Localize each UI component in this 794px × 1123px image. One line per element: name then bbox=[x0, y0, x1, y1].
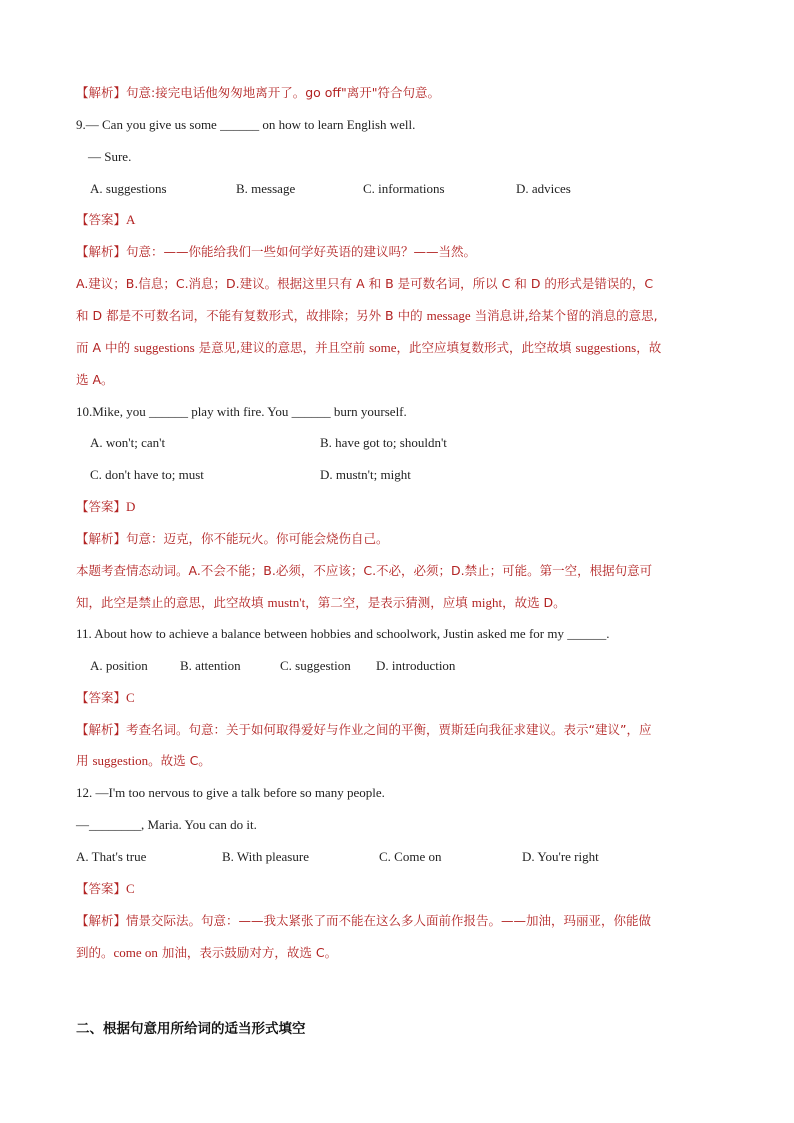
text-line-q12-answer bbox=[76, 880, 135, 898]
option-q9-b bbox=[236, 180, 295, 198]
text-span: 句意：——你能给我们一些如何学好英语的建议吗？——当然。 bbox=[126, 244, 477, 259]
text-span: ，第二空，是表示猜测，应填 bbox=[305, 595, 472, 610]
text-line-q12-stem bbox=[76, 784, 385, 802]
option-q12-c bbox=[379, 848, 441, 866]
text-line-q12-an1 bbox=[76, 912, 651, 930]
text-span: B. With pleasure bbox=[222, 849, 309, 864]
option-q10-a bbox=[90, 434, 165, 452]
text-line-q8-analysis bbox=[76, 84, 440, 102]
option-q12-a bbox=[76, 848, 146, 866]
text-line-q9-an3 bbox=[76, 307, 658, 325]
text-span: 用 bbox=[76, 753, 93, 768]
text-span: 和 D 都是不可数名词，不能有复数形式，故排除；另外 B 中的 bbox=[76, 308, 427, 323]
label-tag: 【解析】 bbox=[76, 722, 127, 737]
text-span: C. Come on bbox=[379, 849, 442, 864]
text-span: 12. —I'm too nervous to give a talk before so many people. bbox=[76, 785, 385, 800]
label-tag: 【答案】 bbox=[76, 212, 127, 227]
text-span: ，故选 D。 bbox=[502, 595, 566, 610]
text-span: 加油，表示鼓励对方，故选 C。 bbox=[157, 945, 338, 960]
text-line-q9-an2 bbox=[76, 275, 653, 293]
text-span: 10.Mike, you ______ play with fire. You ______ burn yourself. bbox=[76, 404, 407, 419]
label-tag: 【答案】 bbox=[76, 499, 127, 514]
section-heading: 二、根据句意用所给词的适当形式填空 bbox=[76, 1021, 306, 1037]
text-span: 本题考查情态动词。A.不会不能；B.必须，不应该；C.不必，必须；D.禁止；可能。第一空，根据句意可 bbox=[76, 563, 653, 578]
text-line-q11-answer bbox=[76, 689, 135, 707]
text-span: ，故 bbox=[636, 340, 662, 355]
text-line-q11-an2 bbox=[76, 752, 211, 770]
text-span: C bbox=[126, 690, 135, 705]
text-span: 到的。 bbox=[76, 945, 114, 960]
text-span: 而 A 中的 bbox=[76, 340, 134, 355]
option-q12-d bbox=[522, 848, 599, 866]
text-span: 情景交际法。句意：——我太紧张了而不能在这么多人面前作报告。——加油，玛丽亚，你能做 bbox=[126, 913, 652, 928]
text-line-q10-answer bbox=[76, 498, 135, 516]
text-span: B. have got to; shouldn't bbox=[320, 435, 447, 450]
label-tag: 【解析】 bbox=[76, 531, 127, 546]
label-tag: 【解析】 bbox=[76, 244, 127, 259]
label-tag: 【解析】 bbox=[76, 913, 127, 928]
text-span: D. introduction bbox=[376, 658, 456, 673]
option-q9-c bbox=[363, 180, 445, 198]
text-span: ，此空应填复数形式，此空故填 bbox=[396, 340, 576, 355]
text-span: C. don't have to; must bbox=[90, 467, 204, 482]
text-line-q9-an4 bbox=[76, 339, 661, 357]
text-line-q10-an2 bbox=[76, 562, 652, 580]
label-tag: 【答案】 bbox=[76, 690, 127, 705]
option-q9-a bbox=[90, 180, 167, 198]
text-span: A. suggestions bbox=[90, 181, 167, 196]
label-tag: 【解析】 bbox=[76, 85, 127, 100]
label-tag: 【答案】 bbox=[76, 881, 127, 896]
text-span: A. won't; can't bbox=[90, 435, 166, 450]
text-span: C bbox=[126, 881, 135, 896]
text-span: 11. About how to achieve a balance between hobbies and schoolwork, Justin asked me for my ______. bbox=[76, 626, 610, 641]
text-span: mustn't bbox=[267, 595, 306, 610]
text-span: 是意见,建议的意思，并且空前 bbox=[194, 340, 370, 355]
text-span: D. You're right bbox=[522, 849, 599, 864]
option-q10-d bbox=[320, 466, 411, 484]
text-span: A.建议；B.信息；C.消息；D.建议。根据这里只有 A 和 B 是可数名词，所以 C 和 D 的形式是错误的，C bbox=[76, 276, 654, 291]
option-q11-a bbox=[90, 657, 148, 675]
text-span: B. attention bbox=[180, 658, 241, 673]
text-span: D bbox=[126, 499, 136, 514]
text-span: C. informations bbox=[363, 181, 445, 196]
text-span: 当消息讲,给某个留的消息的意思, bbox=[470, 308, 658, 323]
text-line-q11-an1 bbox=[76, 721, 651, 739]
option-q11-b bbox=[180, 657, 241, 675]
option-q12-b bbox=[222, 848, 309, 866]
text-span: 9.— Can you give us some ______ on how to learn English well. bbox=[76, 117, 416, 132]
text-span: 考查名词。句意：关于如何取得爱好与作业之间的平衡，贾斯廷向我征求建议。表示“建议”，应 bbox=[126, 722, 652, 737]
text-span: 选 A。 bbox=[76, 372, 114, 387]
text-line-q12-reply bbox=[76, 816, 257, 834]
text-span: come on bbox=[113, 945, 158, 960]
text-span: some bbox=[369, 340, 397, 355]
text-span: B. message bbox=[236, 181, 296, 196]
text-span: suggestions bbox=[575, 340, 637, 355]
text-line-q9-an5 bbox=[76, 371, 114, 389]
text-span: 。故选 C。 bbox=[148, 753, 211, 768]
text-span: 知，此空是禁止的意思，此空故填 bbox=[76, 595, 268, 610]
text-line-q12-an2 bbox=[76, 944, 337, 962]
text-line-q10-an3 bbox=[76, 594, 566, 612]
text-span: 句意:接完电话他匆匆地离开了。go off"离开"符合句意。 bbox=[126, 85, 441, 100]
text-span: A bbox=[126, 212, 136, 227]
text-line-q9-reply bbox=[88, 148, 131, 166]
option-q10-c bbox=[90, 466, 204, 484]
text-span: message bbox=[426, 308, 471, 323]
text-span: — Sure. bbox=[88, 149, 132, 164]
option-q9-d bbox=[516, 180, 571, 198]
text-span: might bbox=[471, 595, 503, 610]
option-q10-b bbox=[320, 434, 447, 452]
option-q11-d bbox=[376, 657, 455, 675]
text-line-q9-answer bbox=[76, 211, 135, 229]
text-span: —________, Maria. You can do it. bbox=[76, 817, 257, 832]
text-line-q9-stem bbox=[76, 116, 415, 134]
text-span: C. suggestion bbox=[280, 658, 351, 673]
text-span: A. That's true bbox=[76, 849, 147, 864]
text-span: D. advices bbox=[516, 181, 571, 196]
text-span: D. mustn't; might bbox=[320, 467, 411, 482]
text-line-q9-an1 bbox=[76, 243, 476, 261]
option-q11-c bbox=[280, 657, 351, 675]
text-span: 句意：迈克，你不能玩火。你可能会烧伤自己。 bbox=[126, 531, 389, 546]
text-span: A. position bbox=[90, 658, 148, 673]
text-span: suggestions bbox=[133, 340, 195, 355]
text-line-q10-stem bbox=[76, 403, 407, 421]
text-line-q10-an1 bbox=[76, 530, 389, 548]
text-span: suggestion bbox=[92, 753, 149, 768]
text-line-q11-stem bbox=[76, 625, 609, 643]
